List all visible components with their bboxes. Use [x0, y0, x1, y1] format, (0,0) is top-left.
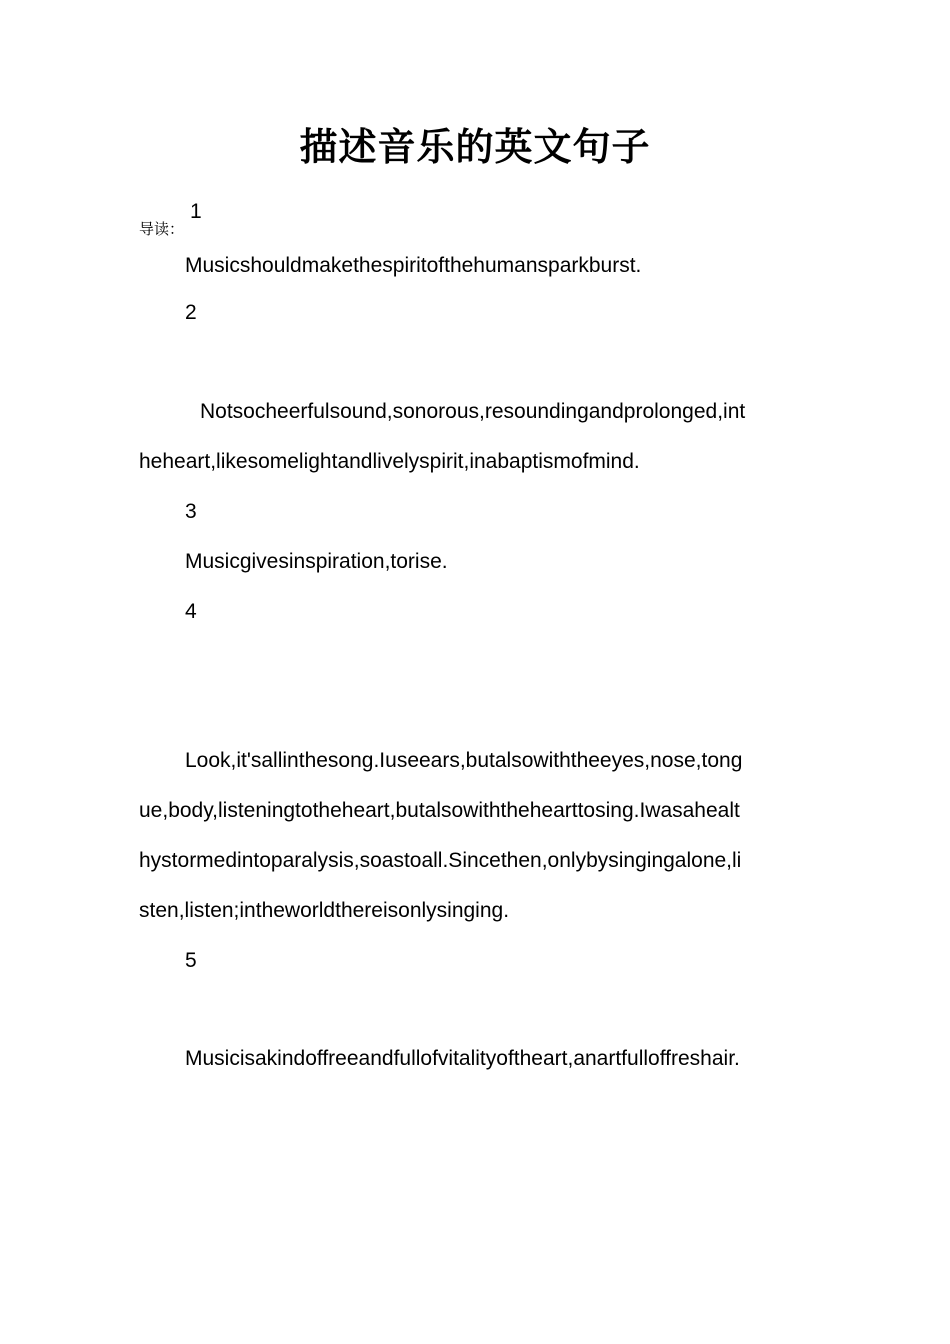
item-4-line-4: sten,listen;intheworldthereisonlysinging.	[139, 899, 510, 922]
item-1-line-1: Musicshouldmakethespiritofthehumansparkburst.	[185, 254, 642, 277]
item-number-2: 2	[185, 301, 197, 324]
item-number-3: 3	[185, 500, 197, 523]
item-4-line-2: ue,body,listeningtotheheart,butalsowiththehearttosing.Iwasahealt	[139, 799, 740, 822]
item-3-line-1: Musicgivesinspiration,torise.	[185, 550, 448, 573]
item-4-line-3: hystormedintoparalysis,soastoall.Sincethen,onlybysingingalone,li	[139, 849, 742, 872]
item-5-line-1: Musicisakindoffreeandfullofvitalityoftheart,anartfulloffreshair.	[185, 1047, 740, 1070]
item-number-1: 1	[190, 200, 202, 223]
item-2-line-2: heheart,likesomelightandlivelyspirit,inabaptismofmind.	[139, 450, 640, 473]
item-number-4: 4	[185, 600, 197, 623]
item-2-line-1: Notsocheerfulsound,sonorous,resoundingandprolonged,int	[200, 400, 746, 423]
item-4-line-1: Look,it'sallinthesong.Iuseears,butalsowiththeeyes,nose,tong	[185, 749, 743, 772]
lead-label: 导读：	[139, 220, 185, 238]
item-number-5: 5	[185, 949, 197, 972]
page-title: 描述音乐的英文句子	[299, 125, 651, 169]
